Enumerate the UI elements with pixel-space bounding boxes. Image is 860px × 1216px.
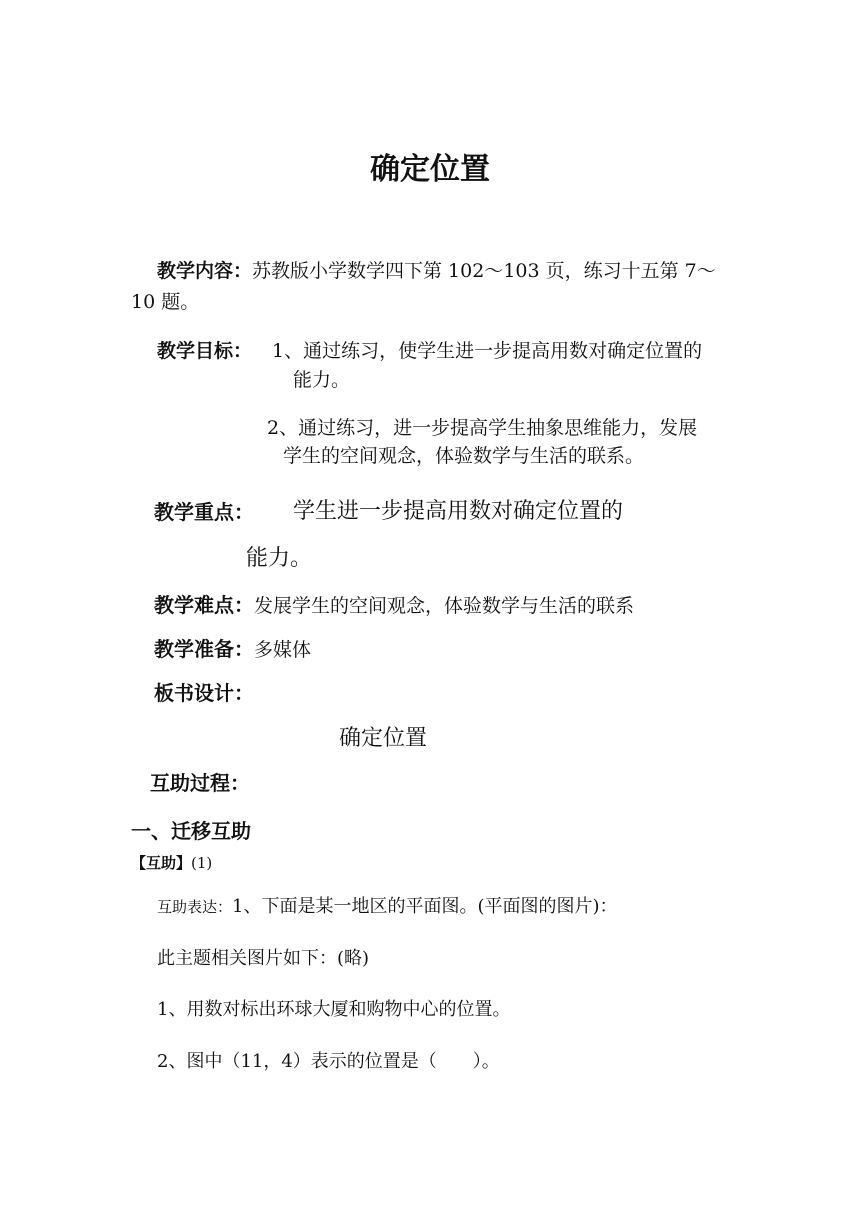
process-label: 互助过程： xyxy=(150,771,250,795)
expression-text: 1、下面是某一地区的平面图。(平面图的图片)： xyxy=(232,896,618,917)
objective-2-line-1: 2、通过练习，进一步提高学生抽象思维能力，发展 xyxy=(267,417,698,439)
objective-2-line-2: 学生的空间观念，体验数学与生活的联系。 xyxy=(283,445,645,467)
content-text-2: 10 题。 xyxy=(131,291,200,313)
difficulty-text: 发展学生的空间观念，体验数学与生活的联系 xyxy=(254,595,635,617)
key-point-label: 教学重点： xyxy=(154,500,254,524)
picture-note: 此主题相关图片如下：(略) xyxy=(157,948,370,969)
objectives-line-1 xyxy=(157,336,252,363)
content-line-1 xyxy=(157,256,716,283)
mutual-aid-tag xyxy=(131,852,212,873)
board-design-label: 板书设计： xyxy=(154,681,254,705)
expression-line xyxy=(157,892,618,918)
difficulty-line xyxy=(154,589,634,618)
key-point-text-2: 能力。 xyxy=(246,546,313,571)
question-1: 1、用数对标出环球大厦和购物中心的位置。 xyxy=(157,999,511,1020)
mutual-aid-tag-number: (1) xyxy=(191,854,213,872)
key-point-text-1: 学生进一步提高用数对确定位置的 xyxy=(293,499,624,524)
difficulty-label: 教学难点： xyxy=(154,593,254,617)
preparation-text: 多媒体 xyxy=(254,639,312,661)
board-design-text: 确定位置 xyxy=(339,726,428,751)
preparation-label: 教学准备： xyxy=(154,637,254,661)
objective-1-line-2: 能力。 xyxy=(293,369,351,391)
preparation-line xyxy=(154,633,311,662)
question-2: 2、图中（11，4）表示的位置是（ ）。 xyxy=(157,1051,500,1072)
content-label: 教学内容： xyxy=(157,260,253,282)
page-title: 确定位置 xyxy=(370,152,490,187)
mutual-aid-tag-label: 【互助】 xyxy=(131,854,192,872)
content-text-1: 苏教版小学数学四下第 102～103 页，练习十五第 7～ xyxy=(252,260,716,282)
objectives-label: 教学目标： xyxy=(157,340,253,362)
expression-label: 互助表达： xyxy=(157,898,233,916)
objective-1-line-1: 1、通过练习，使学生进一步提高用数对确定位置的 xyxy=(272,340,703,362)
section-heading: 一、迁移互助 xyxy=(131,819,251,843)
